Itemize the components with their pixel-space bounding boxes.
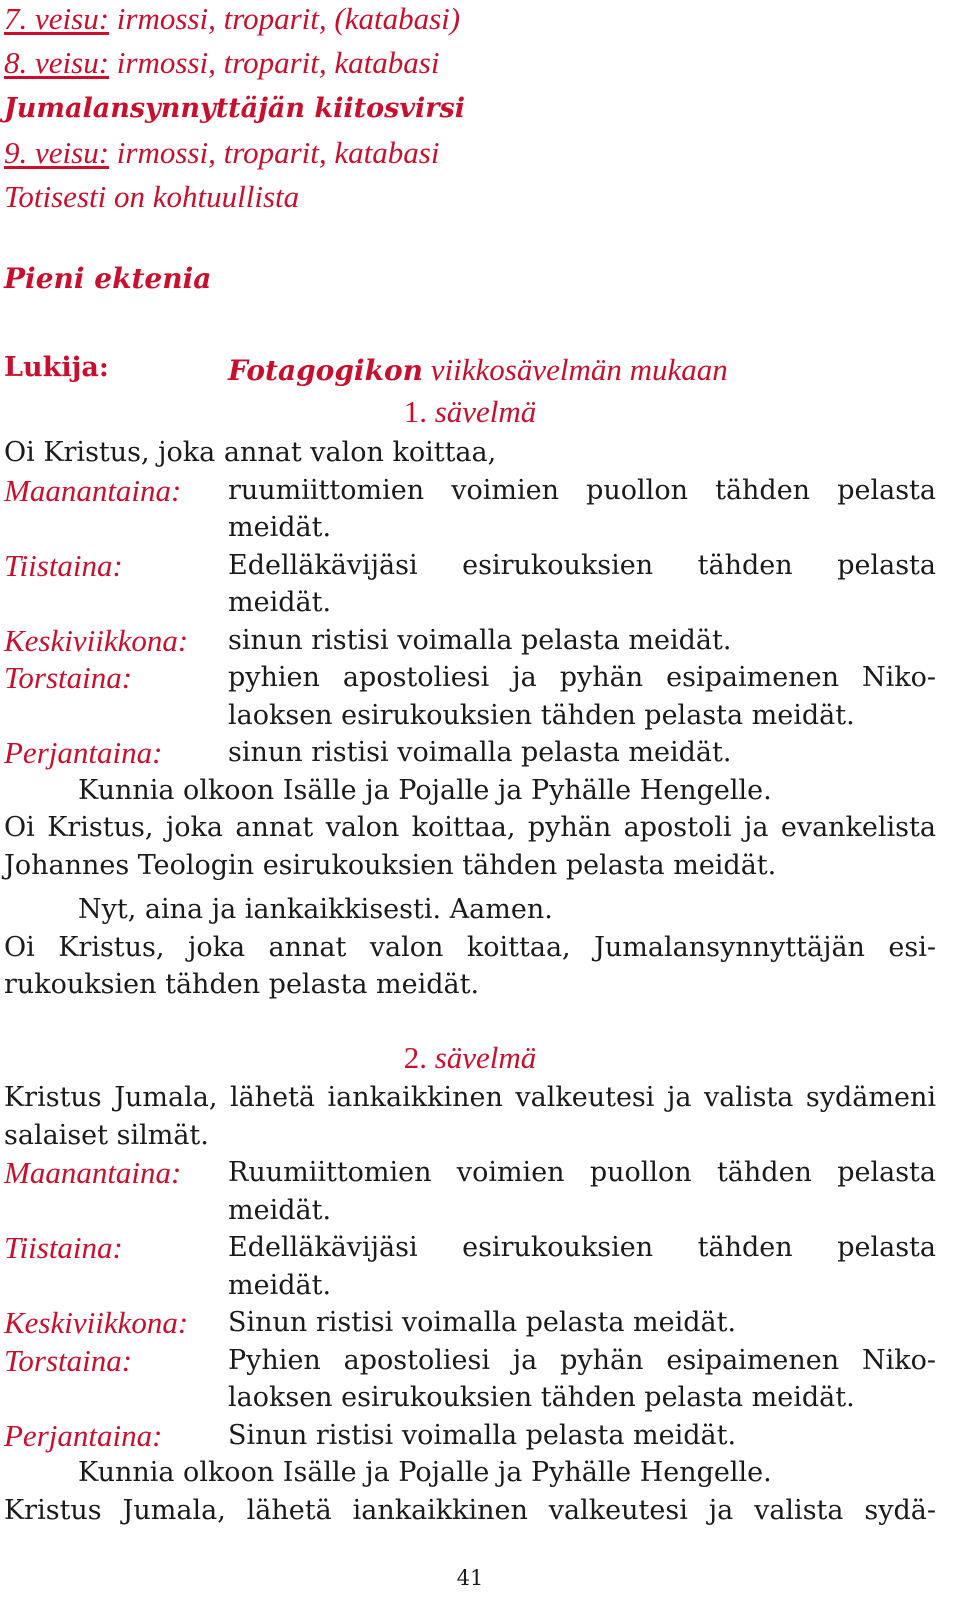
glory-line: Kunnia olkoon Isälle ja Pojalle ja Pyhälle Hengelle. (78, 1457, 772, 1488)
day-label: Torstaina: (4, 660, 133, 695)
after-glory-text: Oi Kristus, joka annat valon koittaa, pyhän apostoli ja evankelista Johannes Teologin esirukouksien tähden pelasta meidät. (4, 812, 936, 881)
mode-intro: Oi Kristus, joka annat valon koittaa, (4, 437, 497, 468)
day-text: Edelläkävijäsi esirukouksien tähden pelasta meidät. (228, 1232, 936, 1301)
reader-instruction (228, 352, 728, 388)
toc-item-text: irmossi, troparit, katabasi (109, 135, 440, 170)
day-text: sinun ristisi voimalla pelasta meidät. (228, 624, 732, 656)
mode-heading-1 (4, 394, 936, 430)
day-text: Edelläkävijäsi esirukouksien tähden pelasta meidät. (228, 549, 936, 618)
after-glory-text: Kristus Jumala, lähetä iankaikkinen valkeutesi ja valista sydä- (4, 1494, 936, 1526)
day-text: Ruumiittomien voimien puollon tähden pelasta meidät. (228, 1157, 936, 1226)
day-label: Maanantaina: (4, 472, 182, 508)
day-row-monday (4, 1154, 936, 1229)
toc-item-ode-9[interactable] (4, 131, 465, 175)
reader-label: Lukija: (4, 352, 109, 383)
toc-item-prefix[interactable]: 9. veisu: (4, 135, 110, 170)
toc-item-axion-estin[interactable] (4, 175, 465, 219)
day-row-thursday (4, 659, 936, 734)
reader-instruction-rest: viikkosävelmän mukaan (423, 352, 728, 387)
reader-instruction-bold: Fotagogikon (228, 354, 424, 387)
mode-name: sävelmä (426, 1040, 537, 1075)
day-text: sinun ristisi voimalla pelasta meidät. (228, 737, 732, 768)
toc-item-prefix[interactable]: 7. veisu: (4, 1, 110, 36)
mode-2-text (4, 1079, 936, 1529)
day-row-friday (4, 734, 936, 772)
toc-item-ode-7[interactable] (4, 0, 465, 41)
mode-name: sävelmä (426, 394, 537, 429)
day-row-friday (4, 1417, 936, 1455)
day-row-wednesday (4, 622, 936, 660)
toc-item-text: irmossi, troparit, (katabasi) (109, 1, 461, 36)
reader-line (4, 352, 936, 392)
day-text: pyhien apostoliesi ja pyhän esipaimenen Nikolaoksen esirukouksien tähden pelasta meidät. (228, 662, 936, 731)
mode-1-text (4, 434, 936, 1004)
toc-list (4, 0, 465, 219)
toc-item-prefix[interactable]: 8. veisu: (4, 45, 110, 80)
day-row-thursday (4, 1342, 936, 1417)
mode-number: 2. (403, 1040, 427, 1075)
day-text: ruumiittomien voimien puollon tähden pelasta meidät. (228, 474, 936, 543)
glory-line: Kunnia olkoon Isälle ja Pojalle ja Pyhälle Hengelle. (78, 774, 772, 806)
mode-intro: Kristus Jumala, lähetä iankaikkinen valkeutesi ja valista sydämeni salaiset silmät. (4, 1082, 936, 1151)
day-label: Keskiviikkona: (4, 1305, 189, 1340)
page-number: 41 (456, 1566, 484, 1590)
day-label: Perjantaina: (4, 1417, 163, 1453)
toc-item-ode-8[interactable] (4, 41, 465, 85)
day-row-monday (4, 472, 936, 547)
day-label: Torstaina: (4, 1342, 133, 1378)
mode-number: 1. (403, 394, 427, 429)
toc-item-text: Totisesti on kohtuullista (4, 179, 300, 214)
toc-item-magnificat[interactable] (4, 85, 465, 131)
day-label: Keskiviikkona: (4, 622, 189, 658)
day-label: Perjantaina: (4, 735, 163, 770)
mode-heading-2 (4, 1040, 936, 1076)
day-text: Sinun ristisi voimalla pelasta meidät. (228, 1307, 737, 1338)
day-label: Tiistaina: (4, 1230, 123, 1265)
toc-item-text: irmossi, troparit, katabasi (109, 45, 440, 80)
toc-item-text: Jumalansynnyttäjän kiitosvirsi (4, 93, 465, 124)
day-row-tuesday (4, 547, 936, 622)
day-label: Maanantaina: (4, 1155, 182, 1190)
day-text: Sinun ristisi voimalla pelasta meidät. (228, 1419, 737, 1451)
day-text: Pyhien apostoliesi ja pyhän esipaimenen Nikolaoksen esirukouksien tähden pelasta meidät. (228, 1344, 936, 1413)
day-row-tuesday (4, 1229, 936, 1304)
day-label: Tiistaina: (4, 547, 123, 583)
section-title: Pieni ektenia (4, 262, 212, 295)
after-now-text: Oi Kristus, joka annat valon koittaa, Jumalansynnyttäjän esirukouksien tähden pelasta meidät. (4, 931, 936, 1000)
now-line: Nyt, aina ja iankaikkisesti. Aamen. (78, 894, 553, 925)
day-row-wednesday (4, 1304, 936, 1342)
